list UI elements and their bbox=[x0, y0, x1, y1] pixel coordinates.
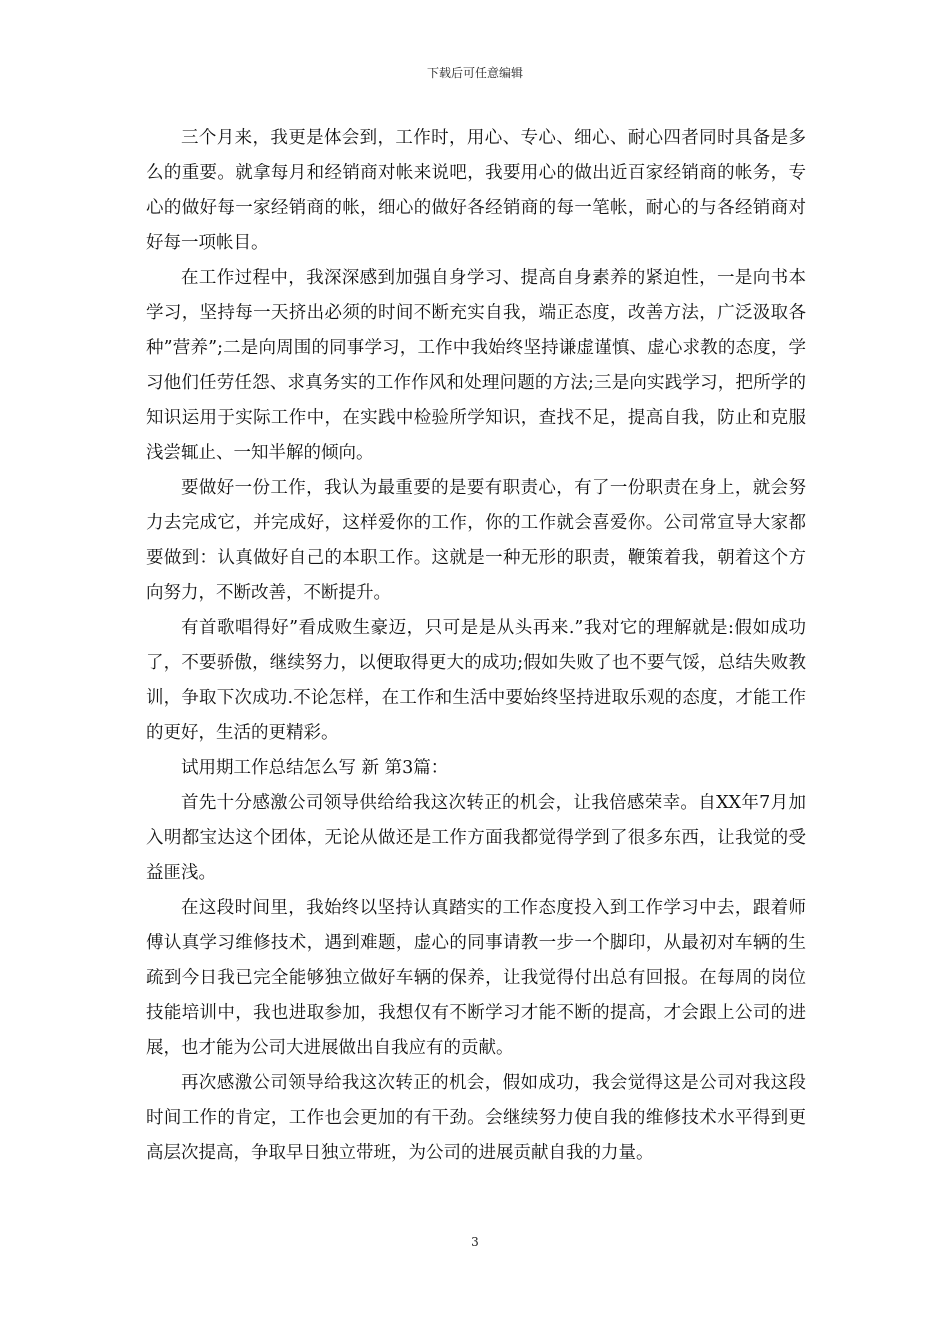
page-header: 下载后可任意编辑 bbox=[426, 66, 523, 80]
paragraph-2: 在工作过程中，我深深感到加强自身学习、提高自身素养的紧迫性，一是向书本学习，坚持每一天挤出必须的时间不断充实自我，端正态度，改善方法，广泛汲取各种”营养”;二是向周围的同事学习，工作中我始终坚持谦虚谨慎、虚心求教的态度，学习他们任劳任怨、求真务实的工作作风和处理问题的方法;三是向实践学习，把所学的知识运用于实际工作中，在实践中检验所学知识，查找不足，提高自我，防止和克服浅尝辄止、一知半解的倾向。 bbox=[146, 268, 806, 463]
paragraph-5: 首先十分感激公司领导供给给我这次转正的机会，让我倍感荣幸。自XX年7月加入明都宝达这个团体，无论从做还是工作方面我都觉得学到了很多东西，让我觉的受益匪浅。 bbox=[146, 793, 806, 883]
section-heading: 试用期工作总结怎么写 新 第3篇： bbox=[181, 758, 449, 778]
paragraph-6: 在这段时间里，我始终以坚持认真踏实的工作态度投入到工作学习中去，跟着师傅认真学习维修技术，遇到难题，虚心的同事请教一步一个脚印，从最初对车辆的生疏到今日我已完全能够独立做好车辆的保养，让我觉得付出总有回报。在每周的岗位技能培训中，我也进取参加，我想仅有不断学习才能不断的提高，才会跟上公司的进展，也才能为公司大进展做出自我应有的贡献。 bbox=[146, 898, 806, 1058]
paragraph-3: 要做好一份工作，我认为最重要的是要有职责心，有了一份职责在身上，就会努力去完成它，并完成好，这样爱你的工作，你的工作就会喜爱你。公司常宣导大家都要做到：认真做好自己的本职工作。这就是一种无形的职责，鞭策着我，朝着这个方向努力，不断改善，不断提升。 bbox=[146, 478, 806, 603]
paragraph-1: 三个月来，我更是体会到，工作时，用心、专心、细心、耐心四者同时具备是多么的重要。就拿每月和经销商对帐来说吧，我要用心的做出近百家经销商的帐务，专心的做好每一家经销商的帐，细心的做好各经销商的每一笔帐，耐心的与各经销商对好每一项帐目。 bbox=[146, 128, 806, 253]
page-number: 3 bbox=[471, 1235, 479, 1249]
paragraph-4: 有首歌唱得好”看成败生豪迈，只可是是从头再来.”我对它的理解就是:假如成功了，不要骄傲，继续努力，以便取得更大的成功;假如失败了也不要气馁，总结失败教训，争取下次成功.不论怎样，在工作和生活中要始终坚持进取乐观的态度，才能工作的更好，生活的更精彩。 bbox=[146, 618, 806, 743]
document-body bbox=[146, 121, 806, 1171]
paragraph-7: 再次感激公司领导给我这次转正的机会，假如成功，我会觉得这是公司对我这段时间工作的肯定，工作也会更加的有干劲。会继续努力使自我的维修技术水平得到更高层次提高，争取早日独立带班，为公司的进展贡献自我的力量。 bbox=[146, 1073, 806, 1163]
